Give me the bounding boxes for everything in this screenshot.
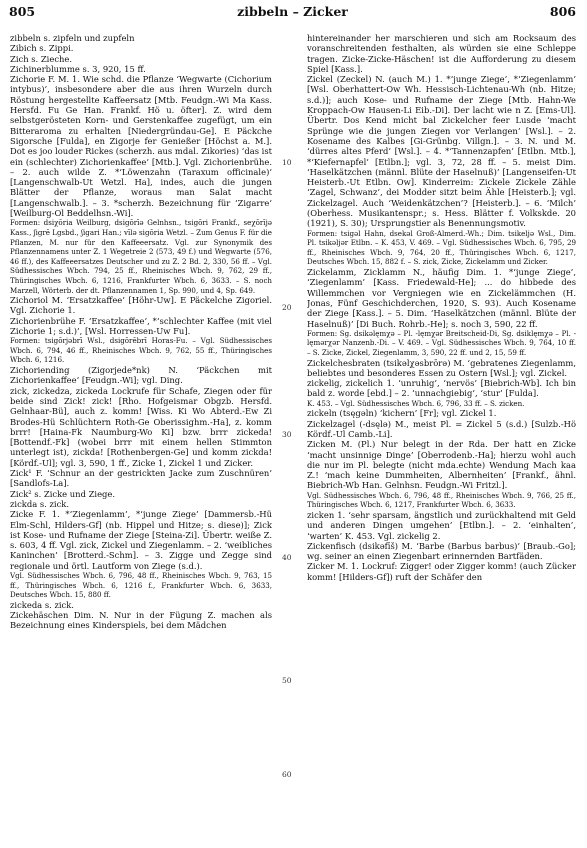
line-number: 40 (282, 553, 292, 562)
entry-zickel-formen: Formen: tsigəl Hahn, dsekəl Groß-Almerd.-Wh.; Dim. tsikeljə Wsl., Dim. Pl. tsikəljər Etlbn. – K. 453, V. 469. – Vgl. Südhessisches Wbch. 6, 795, 29 ff., Rheinisches Wbch. 9, 764, 20 ff., Thüringisches Wbch. 6, 1217, Deutsches Wbch. 15, 882 f. – S. zick, Zicke, Zickelamm und Zicker. (307, 228, 576, 267)
entry-zickel: Zickel (Zeckel) N. (auch M.) 1. *‘junge Ziege’, *‘Ziegenlamm’ [Wsl. Oberhattert-Ow Wh. Hessisch-Lichtenau-Wh (nb. Hitze; s.d.)]; auch Kose- und Rufname der Ziege [Mtb. Hahn-We Kroppach-Ow Hausen-Li Eib.-Di]. Der lacht wie n Z. [Ems-Ul]. Übertr. Dos Kend micht bal Zickelcher feer Lusde ‘macht Sprünge wie die jungen Ziegen vor Verlangen’ [Wsl.]. – 2. Kosename des Kalbes [Gi-Grünbg. Villgn.]. – 3. N. und M. ‘dürres altes Pferd’ [Wsl.]. – 4. *‘Tannenzapfen’ [Etlbn. Mtb.], *‘Kiefernapfel’ [Etlbn.]; vgl. 3, 72, 28 ff. – 5. meist Dim. ‘Haselkätzchen (männl. Blüte der Haselnuß)’ [Langenseifen-Ut Heisterb.-Ut Etlbn. Ow]. Kinderreim: Zickele Zickele Zähle ‘Zagel, Schwanz’, dei Modder sitzt beim Ähle [Heisterb.]; vgl. Zickelzagel. Auch ‘Weidenkätzchen’? [Heisterb.]. – 6. ‘Milch’ (Oberhess. Musikantenspr.; s. Hess. Blätter f. Volkskde. 20 (1921), S. 30); Ursprungstier als Benennungsmotiv. (307, 74, 576, 229)
entry-zichoriending: Zichoriending (Zigorjede*nk) N. ‘Päckchen mit Zichorienkaffee’ [Feudgn.-Wi]; vgl. Ding. (10, 365, 272, 386)
entry-zichoriol: Zichoriol M. ‘Ersatzkaffee’ [Höhr-Uw]. E Päckelche Zigoriel. Vgl. Zichorie 1. (10, 295, 272, 316)
left-column (10, 33, 272, 843)
entry-zick-2: Zick² s. Zicke und Ziege. (10, 488, 116, 499)
entry-zicke: Zicke F. 1. *‘Ziegenlamm’, *‘junge Ziege’ [Dammersb.-Hü Elm-Schl, Hilders-Gf] (nb. Hippel und Hitze; s. diese)]; Zick ist Kose- und Rufname der Ziege [Steina-Zi]. Übertr. weiße Z. s. 603, 4 ff. Vgl. zick, Zickel und Ziegenlamm. – 2. ‘weibliches Kaninchen’ [Brotterd.-Schm]. – 3. Zigge und Zegge sind regionale und örtl. Lautform von Ziege (s.d.). (10, 509, 272, 571)
entry-zickelig: zickelig, zickelich 1. ‘unruhig’, ‘nervös’ [Biebrich-Wb]. Ich bin bald z. worde [ebd.] – 2. ‘unnachgiebig’, ‘stur’ [Fulda]. (307, 378, 576, 399)
line-number: 30 (282, 430, 292, 439)
entry-zichorie-formen: Formen: dsiχōria Weilburg, dsigōrīə Gelnhsn., tsigōri Frankf., seχōrījə Kass., ʃigrē Lgsbd., ʃigari Han.; vīlə sigōria Wetzl. – Zum Genus F. für die Pflanzen, M. nur für den Kaffeeersatz. Vgl. zur Synonymik des Pflanzennamens unter Z. 1 Wegetreie 2 (573, 49 f.) und Wegwarte (576, 46 ff.), des Kaffeeersatzes Deutscher und zu Z. 2 Bd. 2, 330, 56 ff. – Vgl. Südhessisches Wbch. 794, 25 ff., Rheinisches Wbch. 9, 762, 29 ff., Thüringisches Wbch. 6, 1216, Frankfurter Wbch. 6, 3633. – S. noch Marzell, Wörterb. der dt. Pflanzennamen 1, Sp. 990, und 4, Sp. 649. (10, 218, 272, 295)
entry-zichinerblumme: Zichinerblumme s. 3, 920, 15 ff. (10, 63, 146, 74)
entry-zick-1: Zick¹ F. ‘Schnur an der gestrickten Jacke zum Zuschnüren’ [Sandlofs-La]. (10, 468, 272, 489)
entry-zicke-refs: Vgl. Südhessisches Wbch. 6, 796, 48 ff., Rheinisches Wbch. 9, 763, 15 ff., Thüringisches Wbch. 6, 1216 f., Frankfurter Wbch. 6, 3633, Deutsches Wbch. 15, 880 ff. (10, 571, 272, 600)
entry-zickda: zickda s. zick. (10, 498, 70, 509)
entry-zickelamm-formen: Formen: Sg. dsikəlęmχə – Pl. -lęmχər Breitscheid-Di, Sg. dsiklęmχə – Pl. -lęmərχər Nanzenb.-Di. – V. 469. – Vgl. Südhessisches Wbch. 9, 764, 10 ff. – S. Zicke, Zickel, Ziegenlamm, 3, 590, 22 ff. und 2, 15, 59 ff. (307, 328, 576, 357)
entry-zickehaeschen: Zickehäschen Dim. N. Nur in der Fügung Z. machen als Bezeichnung eines Kinderspiels, bei dem Mädchen (10, 610, 272, 631)
entry-zickehaeschen-cont: hintereinander her marschieren und sich am Rocksaum des voranschreitenden festhalten, als würden sie eine Schleppe tragen. Zicke-Zicke-Häschen! ist die Aufforderung zu diesem Spiel [Kass.]. (307, 33, 576, 74)
line-number: 50 (282, 676, 292, 685)
entry-zick: zick, zickedza, zickeda Lockrufe für Schafe, Ziegen oder für beide sind Zick! zick! [Rho. Hofgeismar Obgzb. Hersfd. Gelnhaar-Bü], auch z. komm! [Wiss. Ki Wo Abterd.-Ew Zi Brodes-Hü Schlüchtern Roth-Ge Oberissighm.-Ha], z. komm brrr! [Haina-Fk Naumburg-Wo Ki] bzw. brrr zickeda! [Bottendf.-Fk] (wobei brrr mit einem hellen Stimmton unterlegt ist), zickda! [Rothenbergen-Ge] und komm zickda! [Kördf.-Ul]; vgl. 3, 590, 1 ff., Zicke 1, Zickel 1 und Zicker. (10, 385, 272, 468)
entry-zicken-noun: Zicken M. (Pl.) Nur belegt in der Rda. Der hatt en Zicke ‘macht unsinnige Dinge’ [Oberrodenb.-Ha]; hierzu wohl auch die nur im Pl. belegte (nicht mda.echte) Wendung Mach kaa Z.! ‘mach keine Dummheiten, Albernheiten’ [Frankf., ähnl. Biebrich-Wb Han. Gelnhsn. Feudgn.-Wi Fritzl.]. (307, 439, 576, 491)
entry-zicker: Zicker M. 1. Lockruf: Zigger! oder Zigger komm! (auch Zücker komm! [Hilders-Gf]) ruft der Schäfer den (307, 561, 576, 582)
entry-zickeda: zickeda s. zick. (10, 599, 74, 610)
entry-zickelamm: Zickelamm, Zicklamm N., häufig Dim. 1. *‘junge Ziege’, ‘Ziegenlamm’ [Kass. Friedewald-He]; ... do hibbede des Willemmchen vor Vergniegen wie en Zickelämmchen (H. Jonas, Fünf Geschichderchen, 1920, S. 93). Auch Kosename der Ziege [Kass.]. – 5. Dim. ‘Haselkätzchen (männl. Blüte der Haselnuß)’ [Di Buch. Rohrb.-He]; s. noch 3, 590, 22 ff. (307, 267, 576, 329)
line-number: 10 (282, 158, 292, 167)
right-column (307, 33, 576, 843)
entry-zichorienbruehe: Zichorienbrühe F. ‘Ersatzkaffee’, *‘schlechter Kaffee (mit viel Zichorie 1; s.d.)’, [Wsl. Horressen-Uw Fu]. (10, 315, 272, 336)
line-number: 20 (282, 303, 292, 312)
line-number: 60 (282, 770, 292, 779)
page-header (9, 4, 576, 20)
entry-zickelzagel: Zickelzagel (-dsęlə) M., meist Pl. = Zickel 5 (s.d.) [Sulzb.-Hö Kördf.-Ul Camb.-Li]. (307, 418, 576, 439)
entry-zibich: Zibich s. Zippi. (10, 43, 74, 54)
entry-zich: Zich s. Zieche. (10, 53, 73, 64)
page-number-left: 805 (9, 4, 36, 19)
entry-zickenfisch: Zickenfisch (dsikəfīš) M. ‘Barbe (Barbus barbus)’ [Braub.-Go]; wg. seiner an einen Ziegenbart erinnernden Bartfäden. (307, 540, 576, 562)
entry-zicken-refs: Vgl. Südhessisches Wbch. 6, 796, 48 ff., Rheinisches Wbch. 9, 766, 25 ff., Thüringisches Wbch. 6, 1217, Frankfurter Wbch. 6, 3633. (307, 490, 576, 510)
entry-zickelchesbraten: Zickelchesbraten (tsikəlχəsbrōrə) M. ‘gebratenes Ziegenlamm, beliebtes und besonderes Essen zu Ostern [Wsl.]; vgl. Zickel. (307, 357, 576, 378)
page-number-right: 806 (549, 4, 576, 19)
entry-zichorie: Zichorie F. M. 1. Wie schd. die Pflanze ‘Wegwarte (Cichorium intybus)’, insbesondere aber die aus ihren Wurzeln durch Röstung hergestellte Kaffeersatz [Mtb. Feudgn.-Wi Ma Kass. Hersfd. Fu Ge Han. Frankf. Hö u. öfter]. Z. wird dem selbstgerösteten Korn- und Gerstenkaffee zugefügt, um ein Bitteraroma zu erhalten [Niedergründau-Ge]. E Päckche Sigorsche [Fulda], en Zigorje fer Genießer [Höchst a. M.]. Dot es joo louder Rickes (scherzh. aus mdal. Zikories) ‘das ist ein (schlechter) Zichorienkaffee’ [Mtb.]. Vgl. Zichorienbrühe. – 2. auch wilde Z. *‘Löwenzahn (Taraxum officinale)’ [Langenschwalb-Ut Wetzl. Ha], indes, auch die jungen Blätter der Pflanze, woraus man Salat macht [Langenschwalb.]. – 3. *scherzh. Bezeichnung für ‘Zigarre’ [Weilburg-Ol Beddelhsn.-Wi]. (10, 74, 272, 219)
entry-zickeln: zickeln (tsęgəln) ‘kichern’ [Fr]; vgl. Zickel 1. (307, 408, 497, 419)
entry-zickelig-refs: K. 453. – Vgl. Südhessisches Wbch. 6, 796, 33 ff. – S. zicken. (307, 398, 525, 408)
entry-zibbeln: zibbeln s. zipfeln und zupfeln (10, 33, 135, 43)
entry-zichorienbruehe-formen: Formen: tsigōrjəbrī Wsl., dsigōrēbrī Horas-Fu. – Vgl. Südhessisches Wbch. 6, 794, 46 ff., Rheinisches Wbch. 9, 762, 55 ff., Thüringisches Wbch. 6, 1216. (10, 336, 272, 365)
running-title: zibbeln – Zicker (237, 4, 348, 19)
entry-zicken-verb: zicken 1. ‘sehr sparsam, ängstlich und zurückhaltend mit Geld und anderen Dingen umgehen’ [Etlbn.]. – 2. ‘einhalten’, ‘warten’ K. 453. Vgl. zickelig 2. (307, 509, 576, 541)
